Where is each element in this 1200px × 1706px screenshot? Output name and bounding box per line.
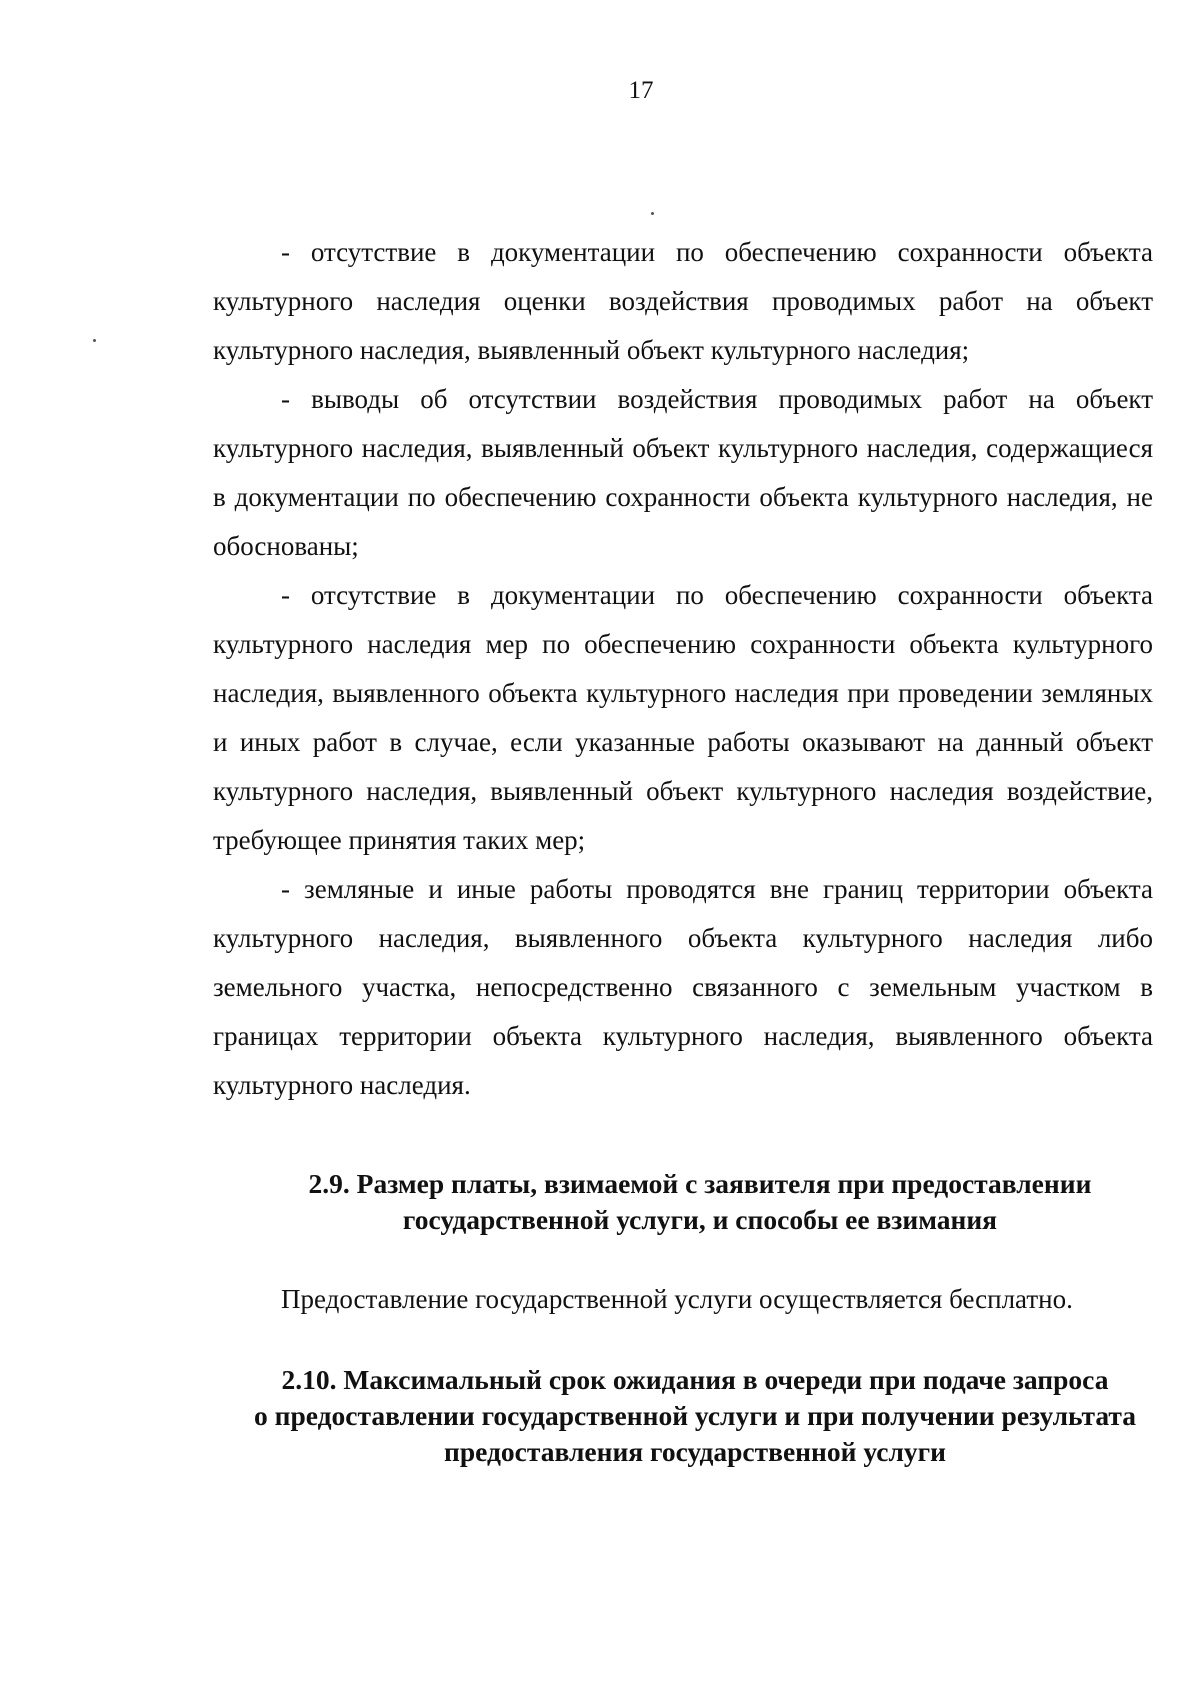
scan-speck — [651, 212, 654, 215]
paragraph-unjustified-conclusions: - выводы об отсутствии воздействия проводимых работ на объект культурного наследия, выявленный объект культурного наследия, содержащиеся в документации по обеспечению сохранности объекта культурного наследия, не обоснованы; — [213, 384, 1153, 561]
paragraph-no-preservation-measures: - отсутствие в документации по обеспечению сохранности объекта культурного наследия мер по обеспечению сохранности объекта культурного наследия, выявленного объекта культурного наследия при проведении земляных и иных работ в случае, если указанные работы оказывают на данный объект культурного наследия, выявленный объект культурного наследия воздействие, требующее принятия таких мер; — [213, 580, 1153, 855]
section-heading-2-10-line: 2.10. Максимальный срок ожидания в очереди при подаче запроса — [281, 1364, 1109, 1395]
section-heading-2-9 — [250, 1166, 1150, 1238]
section-heading-2-9-line: государственной услуги, и способы ее взимания — [402, 1204, 998, 1235]
section-heading-2-9-line: 2.9. Размер платы, взимаемой с заявителя при предоставлении — [308, 1168, 1092, 1199]
section-heading-2-10-line: предоставления государственной услуги — [444, 1436, 946, 1467]
service-free-statement: Предоставление государственной услуги осуществляется бесплатно. — [281, 1284, 1073, 1314]
paragraph-works-outside-boundaries: - земляные и иные работы проводятся вне границ территории объекта культурного наследия, выявленного объекта культурного наследия либо земельного участка, непосредственно связанного с земельным участком в границах территории объекта культурного наследия, выявленного объекта культурного наследия. — [213, 874, 1153, 1100]
section-heading-2-10 — [235, 1362, 1155, 1470]
page-number: 17 — [628, 77, 654, 104]
scan-speck — [93, 339, 96, 342]
section-heading-2-10-line: о предоставлении государственной услуги и при получении результата — [254, 1400, 1136, 1431]
body-text — [213, 228, 1153, 1110]
paragraph-no-impact-assessment: - отсутствие в документации по обеспечению сохранности объекта культурного наследия оценки воздействия проводимых работ на объект культурного наследия, выявленный объект культурного наследия; — [213, 237, 1153, 365]
